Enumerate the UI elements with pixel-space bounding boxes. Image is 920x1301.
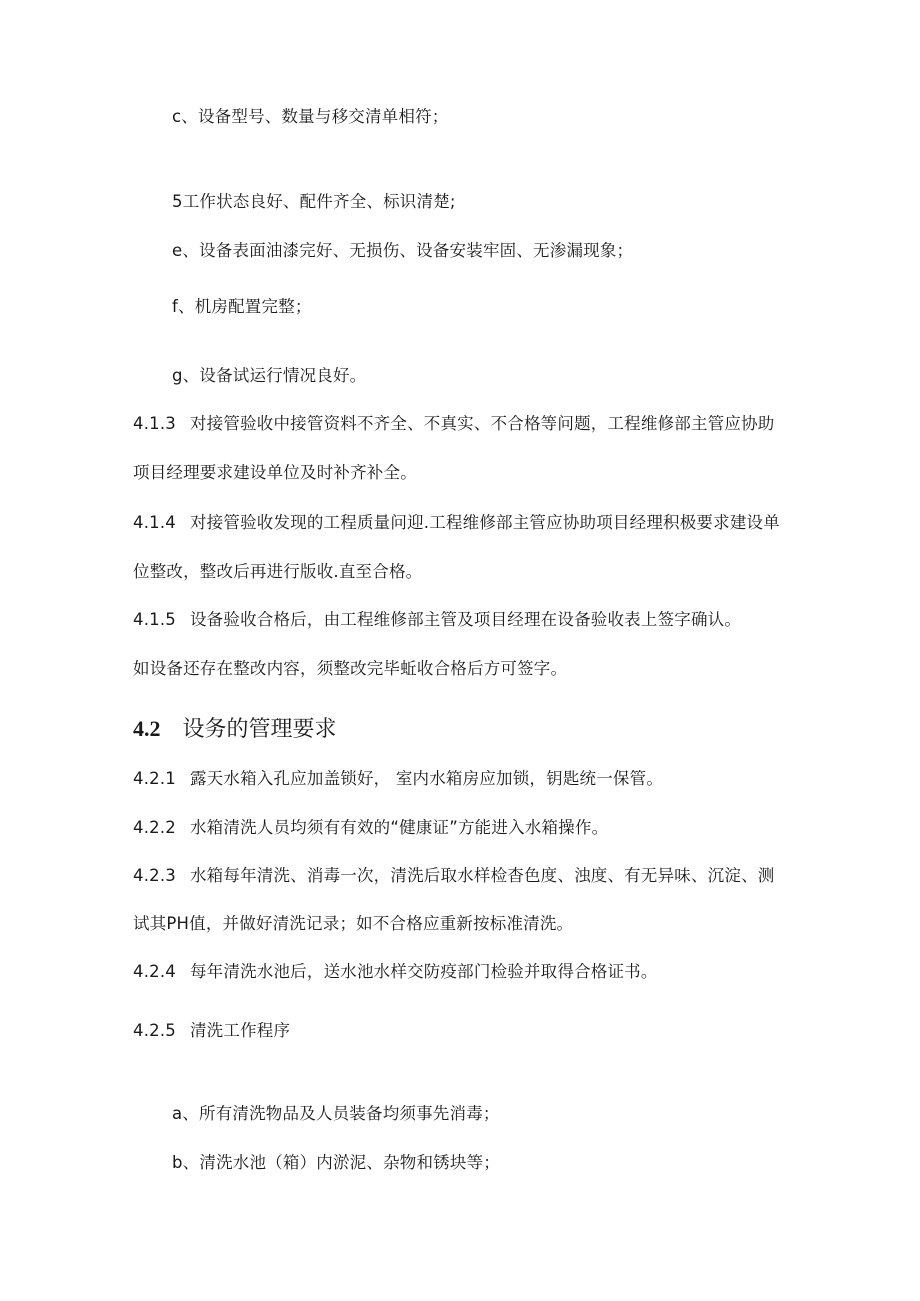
clause-4-1-3-cont: 项目经理要求建设单位及时补齐补全。 (133, 463, 417, 482)
clause-text: 水箱每年清洗、消毒一次，清洗后取水样检杳色度、浊度、有无异味、沉淀、测 (189, 866, 775, 885)
clause-text: 水箱清洗人员均须有有效的“健康证”方能进入水箱操作。 (189, 818, 609, 837)
clause-number: 4.2.2 (133, 818, 176, 837)
clause-text: 对接管验收发现的工程质量问迎.工程维修部主管应协助项目经理积极要求建设单 (189, 513, 780, 532)
clause-text: 设备验收合格后，由工程维修部主管及项目经理在设备验收表上签字确认。 (189, 610, 742, 629)
clause-number: 4.2.5 (133, 1021, 176, 1040)
item-e: e、设备表面油漆完好、无损伤、设备安装牢固、无渗漏现象； (172, 241, 634, 260)
clause-4-2-1 (133, 768, 663, 790)
clause-4-1-3 (133, 413, 774, 435)
clause-4-2-3 (133, 865, 774, 887)
item-a: a、所有清洗物品及人员装备均须事先消毒； (172, 1104, 500, 1123)
item-g: g、设备试运行情况良好。 (172, 366, 367, 385)
clause-number: 4.2.4 (133, 962, 176, 981)
clause-number: 4.1.5 (133, 610, 176, 629)
clause-4-1-5 (133, 609, 741, 631)
clause-text: 清洗工作程序 (189, 1021, 291, 1040)
item-c: c、设备型号、数量与移交清单相符； (172, 107, 449, 126)
clause-4-2-4 (133, 961, 658, 983)
item-d: 5工作状态良好、配件齐全、标识清楚; (172, 192, 456, 211)
item-f: f、机房配置完整； (172, 297, 312, 316)
item-b: b、清洗水池（箱）内淤泥、杂物和锈块等； (172, 1153, 500, 1172)
clause-number: 4.1.4 (133, 513, 176, 532)
clause-number: 4.1.3 (133, 414, 176, 433)
clause-text: 露天水箱入孔应加盖锁好， 室内水箱房应加锁，钥匙统一保管。 (189, 769, 664, 788)
section-number: 4.2 (133, 716, 161, 741)
clause-4-1-5-cont: 如设备还存在整改内容，须整改完毕蚯收合格后方可签字。 (133, 659, 568, 678)
clause-number: 4.2.3 (133, 866, 176, 885)
clause-4-2-3-cont: 试其PH值，并做好清洗记录；如不合格应重新按标准清洗。 (133, 914, 574, 933)
clause-text: 对接管验收中接管资料不齐全、不真实、不合格等问题，工程维修部主管应协助 (189, 414, 775, 433)
section-heading (133, 715, 337, 744)
clause-4-2-2 (133, 817, 608, 839)
clause-4-1-4 (133, 512, 780, 534)
clause-4-1-4-cont: 位整改，整改后再进行版收.直至合格。 (133, 562, 423, 581)
section-title: 设务的管理要求 (182, 717, 337, 742)
clause-4-2-5 (133, 1020, 290, 1042)
clause-text: 每年清洗水池后，送水池水样交防疫部门检验并取得合格证书。 (189, 962, 658, 981)
clause-number: 4.2.1 (133, 769, 176, 788)
